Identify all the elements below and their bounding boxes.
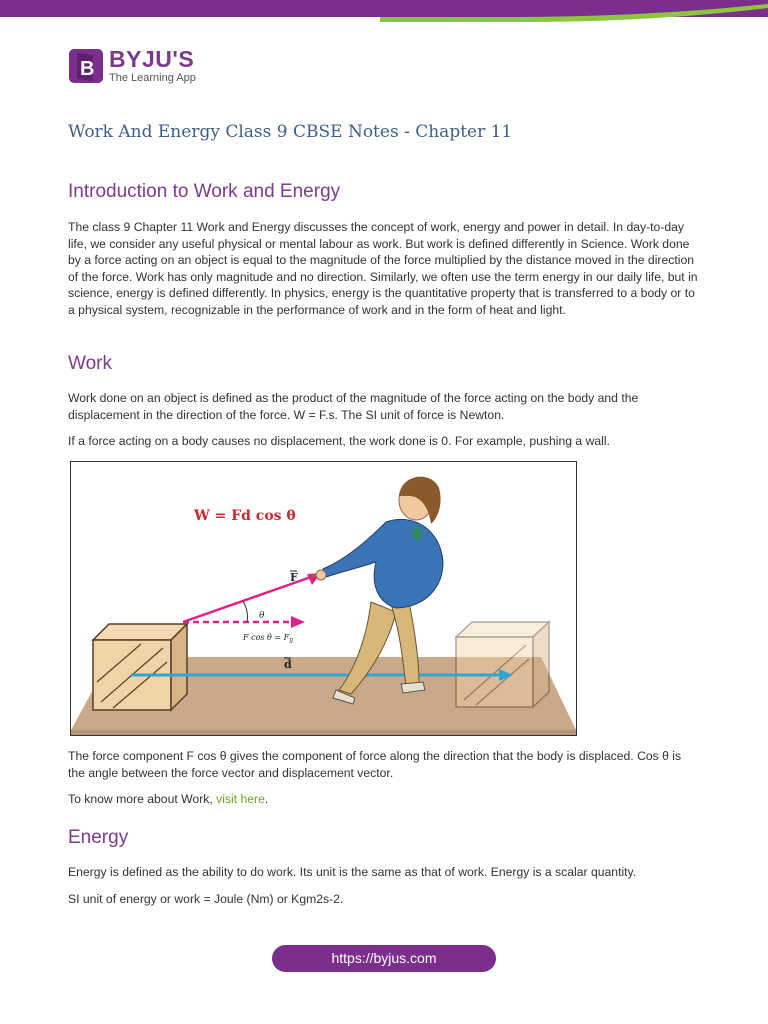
intro-heading: Introduction to Work and Energy xyxy=(68,181,341,202)
document-title: Work And Energy Class 9 CBSE Notes - Chapter 11 xyxy=(68,122,513,142)
work-zero-paragraph: If a force acting on a body causes no displacement, the work done is 0. For example, pushing a wall. xyxy=(68,434,610,448)
brand-logo[interactable] xyxy=(69,47,196,85)
component-label: F $\cos \theta = F_{ll}$ xyxy=(243,633,294,645)
work-definition-paragraph: Work done on an object is defined as the product of the magnitude of the force acting on the body and the displacement in the direction of the force. W = F.s. The SI unit of force is Newton. xyxy=(68,391,639,422)
force-component-paragraph: The force component F cos θ gives the component of force along the direction that the body is displaced. Cos θ is the angle between the force vector and displacement vector. xyxy=(68,749,682,780)
work-more-paragraph xyxy=(68,791,698,808)
header-band xyxy=(0,0,768,26)
energy-heading: Energy xyxy=(68,827,129,848)
footer-url-button[interactable]: https://byjus.com xyxy=(272,945,496,972)
work-diagram-figure xyxy=(70,461,577,736)
energy-unit-paragraph: SI unit of energy or work = Joule (Nm) or Kgm2s-2. xyxy=(68,892,344,906)
brand-tagline: The Learning App xyxy=(109,72,196,84)
force-vector-label: F xyxy=(290,571,298,584)
angle-label: θ xyxy=(259,611,265,621)
work-more-suffix: . xyxy=(264,792,269,806)
work-diagram-illustration xyxy=(71,462,576,735)
displacement-vector-label: d xyxy=(284,658,292,671)
work-heading: Work xyxy=(68,353,112,374)
svg-text:B: B xyxy=(80,58,95,80)
byjus-logo-icon xyxy=(69,47,105,85)
energy-definition-paragraph: Energy is defined as the ability to do work. Its unit is the same as that of work. Energy is a scalar quantity. xyxy=(68,865,637,879)
crate-right-illustration xyxy=(456,622,549,707)
intro-paragraph: The class 9 Chapter 11 Work and Energy discusses the concept of work, energy and power in detail. In day-to-day life, we consider any useful physical or mental labour as work. But work is defined differently in Science. Work done by a force acting on an object is equal to the magnitude of the force multiplied by the distance moved in the direction of the force. Work has only magnitude and no direction. Similarly, we often use the term energy in our daily life, but in science, energy is defined differently. In physics, energy is the quantitative property that is transferred to a body or to a physical system, recognizable in the performance of work and in the form of heat and light. xyxy=(68,220,698,317)
work-more-prefix: To know more about Work, xyxy=(68,792,217,806)
visit-here-link[interactable]: visit here xyxy=(216,792,265,806)
formula-label: W = Fd cos θ xyxy=(194,508,296,524)
brand-name: BYJU'S xyxy=(109,46,195,72)
crate-left-illustration xyxy=(93,624,187,710)
